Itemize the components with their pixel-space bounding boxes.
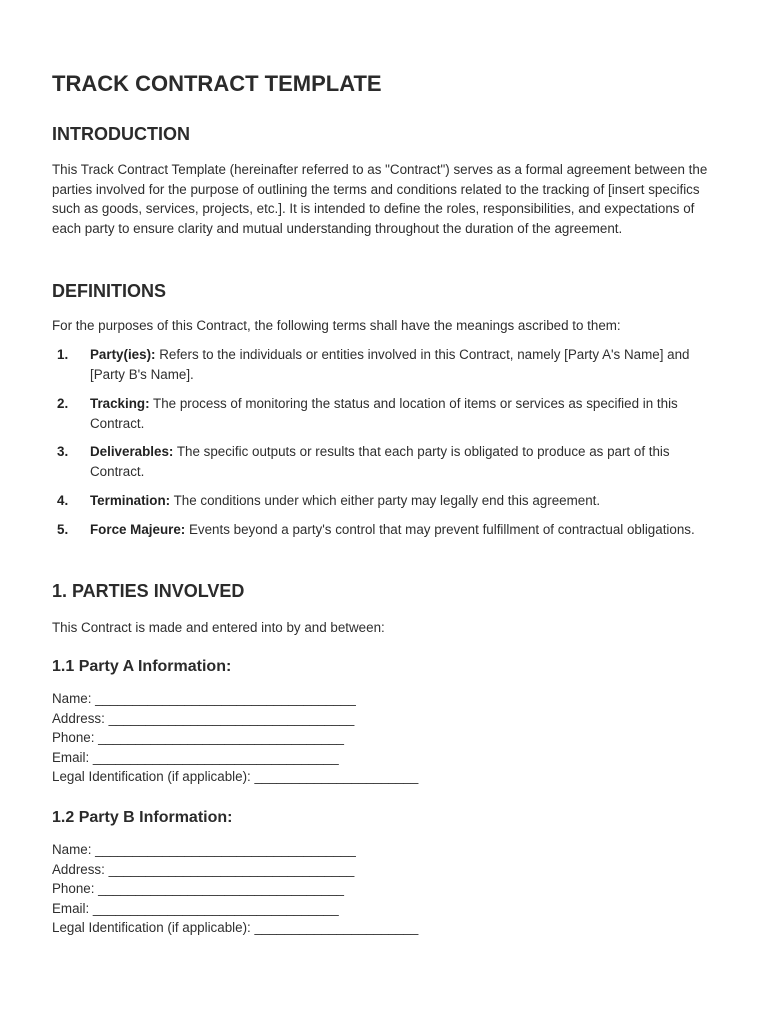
definition-term: Termination: (90, 493, 171, 508)
definition-number: 1. (57, 347, 69, 362)
party-b-address-field: Address: _________________________________ (52, 861, 355, 877)
parties-lead: This Contract is made and entered into by and between: (52, 620, 385, 635)
party-b-heading: 1.2 Party B Information: (52, 809, 233, 826)
party-a-address-field: Address: _________________________________ (52, 710, 355, 726)
definition-term: Deliverables: (90, 444, 174, 459)
definition-text: Events beyond a party's control that may prevent fulfillment of contractual obligations. (185, 522, 695, 537)
introduction-heading: INTRODUCTION (52, 124, 190, 144)
party-b-phone-field: Phone: _________________________________ (52, 881, 344, 897)
definition-number: 5. (57, 522, 69, 537)
definition-text: The specific outputs or results that each party is obligated to produce as part of this Contract. (90, 444, 670, 479)
definition-number: 4. (57, 493, 69, 508)
party-a-email-field: Email: _________________________________ (52, 749, 339, 765)
party-a-name-field: Name: ___________________________________ (52, 691, 356, 706)
parties-heading: 1. PARTIES INVOLVED (52, 581, 245, 601)
party-a-phone-field: Phone: _________________________________ (52, 730, 344, 746)
document-title: TRACK CONTRACT TEMPLATE (52, 71, 382, 96)
party-b-legal-id-field: Legal Identification (if applicable): ______________________ (52, 920, 419, 936)
definition-term: Tracking: (90, 396, 150, 411)
definition-number: 3. (57, 444, 69, 459)
definition-text: The process of monitoring the status and location of items or services as specified in this Contract. (90, 396, 678, 431)
party-b-name-field: Name: ___________________________________ (52, 842, 356, 857)
introduction-text: This Track Contract Template (hereinafter referred to as "Contract") serves as a formal agreement between the parties involved for the purpose of outlining the terms and conditions related to the tracking of [insert specifics such as goods, services, projects, etc.]. It is intended to define the roles, responsibilities, and expectations of each party to ensure clarity and mutual understanding throughout the duration of the agreement. (52, 162, 708, 237)
definition-number: 2. (57, 396, 69, 411)
definition-term: Force Majeure: (90, 522, 186, 537)
party-a-fields (52, 689, 418, 787)
definitions-lead: For the purposes of this Contract, the following terms shall have the meanings ascribed to them: (52, 318, 621, 333)
definition-text: Refers to the individuals or entities involved in this Contract, namely [Party A's Name] and [Party B's Name]. (90, 347, 690, 382)
definition-term: Party(ies): (90, 347, 156, 362)
definitions-heading: DEFINITIONS (52, 281, 167, 301)
party-b-email-field: Email: _________________________________ (52, 900, 339, 916)
party-b-fields (52, 840, 418, 938)
party-a-legal-id-field: Legal Identification (if applicable): ______________________ (52, 769, 419, 785)
definition-text: The conditions under which either party may legally end this agreement. (170, 493, 601, 508)
party-a-heading: 1.1 Party A Information: (52, 658, 232, 675)
